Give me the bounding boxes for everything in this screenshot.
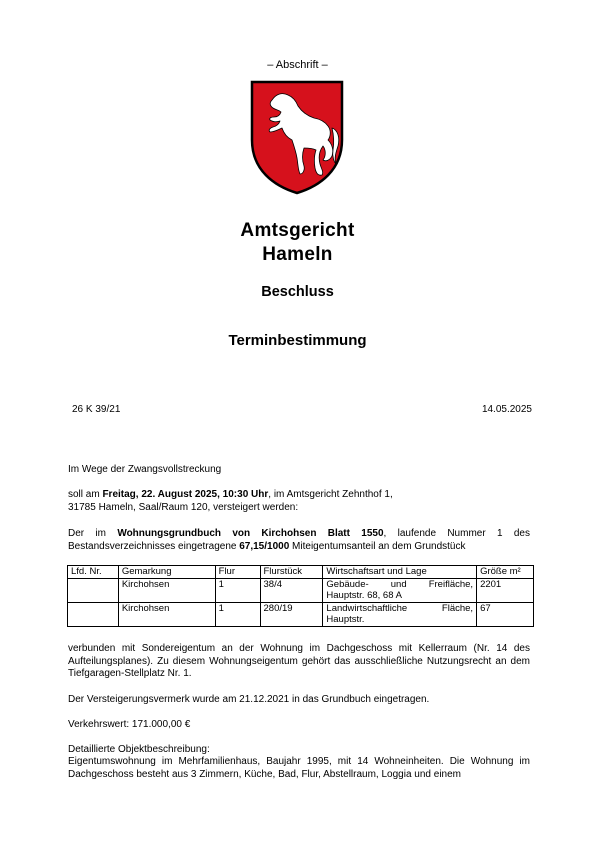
termin-post: , im Amtsgericht Zehnthof 1, bbox=[268, 489, 393, 500]
termin-pre: soll am bbox=[68, 489, 103, 500]
grundbuch-blatt: Wohnungsgrundbuch von Kirchohsen Blatt 1550 bbox=[117, 528, 384, 539]
termin-paragraph bbox=[68, 489, 530, 514]
court-name-line1: Amtsgericht bbox=[240, 220, 355, 241]
table-cell-groesse: 2201 bbox=[477, 578, 534, 602]
verbunden-paragraph: verbunden mit Sondereigentum an der Wohnung im Dachgeschoss mit Kellerraum (Nr. 14 des Aufteilungsplanes). Zu diesem Wohnungseigentum gehört das ausschließliche Nutzungsrecht an dem Tiefgaragen-Stellplatz Nr. 1. bbox=[68, 643, 530, 679]
table-row bbox=[68, 602, 534, 626]
table-header-cell: Lfd. Nr. bbox=[68, 566, 119, 579]
document-date: 14.05.2025 bbox=[481, 404, 532, 415]
termin-line2: 31785 Hameln, Saal/Raum 120, versteigert werden: bbox=[68, 501, 299, 513]
table-header-cell: Flur bbox=[215, 566, 260, 579]
termin-date: Freitag, 22. August 2025, 10:30 Uhr bbox=[102, 489, 269, 500]
table-row bbox=[68, 578, 534, 602]
intro-text: Im Wege der Zwangsvollstreckung bbox=[68, 464, 222, 475]
table-cell-flur: 1 bbox=[215, 578, 260, 602]
table-cell-flurstueck: 38/4 bbox=[260, 578, 323, 602]
table-cell-flur: 1 bbox=[215, 602, 260, 626]
table-cell-gemarkung: Kirchohsen bbox=[118, 578, 215, 602]
objekt-description: Eigentumswohnung im Mehrfamilienhaus, Baujahr 1995, mit 14 Wohneinheiten. Die Wohnung im Dachgeschoss besteht aus 3 Zimmern, Küche, Bad, Flur, Abstellraum, Loggia und einem bbox=[68, 756, 530, 780]
table-header-cell: Größe m² bbox=[477, 566, 534, 579]
table-cell-wirtschaftsart bbox=[323, 602, 477, 626]
table-header-cell: Gemarkung bbox=[118, 566, 215, 579]
table-cell-lfd bbox=[68, 602, 119, 626]
wirtschaftsart-line1: Gebäude- und Freifläche, bbox=[326, 578, 474, 590]
copy-note: – Abschrift – bbox=[267, 59, 328, 71]
grundbuch-anteil: 67,15/1000 bbox=[239, 540, 290, 552]
table-cell-flurstueck: 280/19 bbox=[260, 602, 323, 626]
wirtschaftsart-line2: Hauptstr. bbox=[326, 614, 365, 625]
lower-saxony-horse-crest-icon bbox=[248, 78, 346, 196]
table-cell-lfd bbox=[68, 578, 119, 602]
grundbuch-mid: , laufende Nummer 1 des bbox=[383, 528, 530, 539]
court-name-line2: Hameln bbox=[262, 244, 333, 265]
table-header-row bbox=[68, 566, 534, 579]
objekt-title: Detaillierte Objektbeschreibung: bbox=[68, 744, 210, 755]
grundstueck-table bbox=[67, 565, 534, 627]
grundbuch-line2-pre: Bestandsverzeichnisses eingetragene bbox=[68, 540, 240, 552]
table-header-cell: Wirtschaftsart und Lage bbox=[323, 566, 477, 579]
vermerk-paragraph: Der Versteigerungsvermerk wurde am 21.12.2021 in das Grundbuch eingetragen. bbox=[68, 694, 430, 705]
table-cell-groesse: 67 bbox=[477, 602, 534, 626]
wirtschaftsart-line1: Landwirtschaftliche Fläche, bbox=[326, 602, 474, 614]
grundbuch-pre: Der im bbox=[68, 528, 118, 539]
grundbuch-line2-post: Miteigentumsanteil an dem Grundstück bbox=[289, 540, 466, 552]
wirtschaftsart-line2: Hauptstr. 68, 68 A bbox=[326, 590, 402, 601]
court-name bbox=[0, 219, 595, 267]
document-subject: Terminbestimmung bbox=[228, 332, 367, 349]
verkehrswert: Verkehrswert: 171.000,00 € bbox=[68, 719, 191, 730]
document-type: Beschluss bbox=[261, 284, 334, 300]
grundbuch-paragraph bbox=[68, 528, 530, 553]
case-number: 26 K 39/21 bbox=[72, 404, 121, 415]
table-header-cell: Flurstück bbox=[260, 566, 323, 579]
table-cell-wirtschaftsart bbox=[323, 578, 477, 602]
table-cell-gemarkung: Kirchohsen bbox=[118, 602, 215, 626]
